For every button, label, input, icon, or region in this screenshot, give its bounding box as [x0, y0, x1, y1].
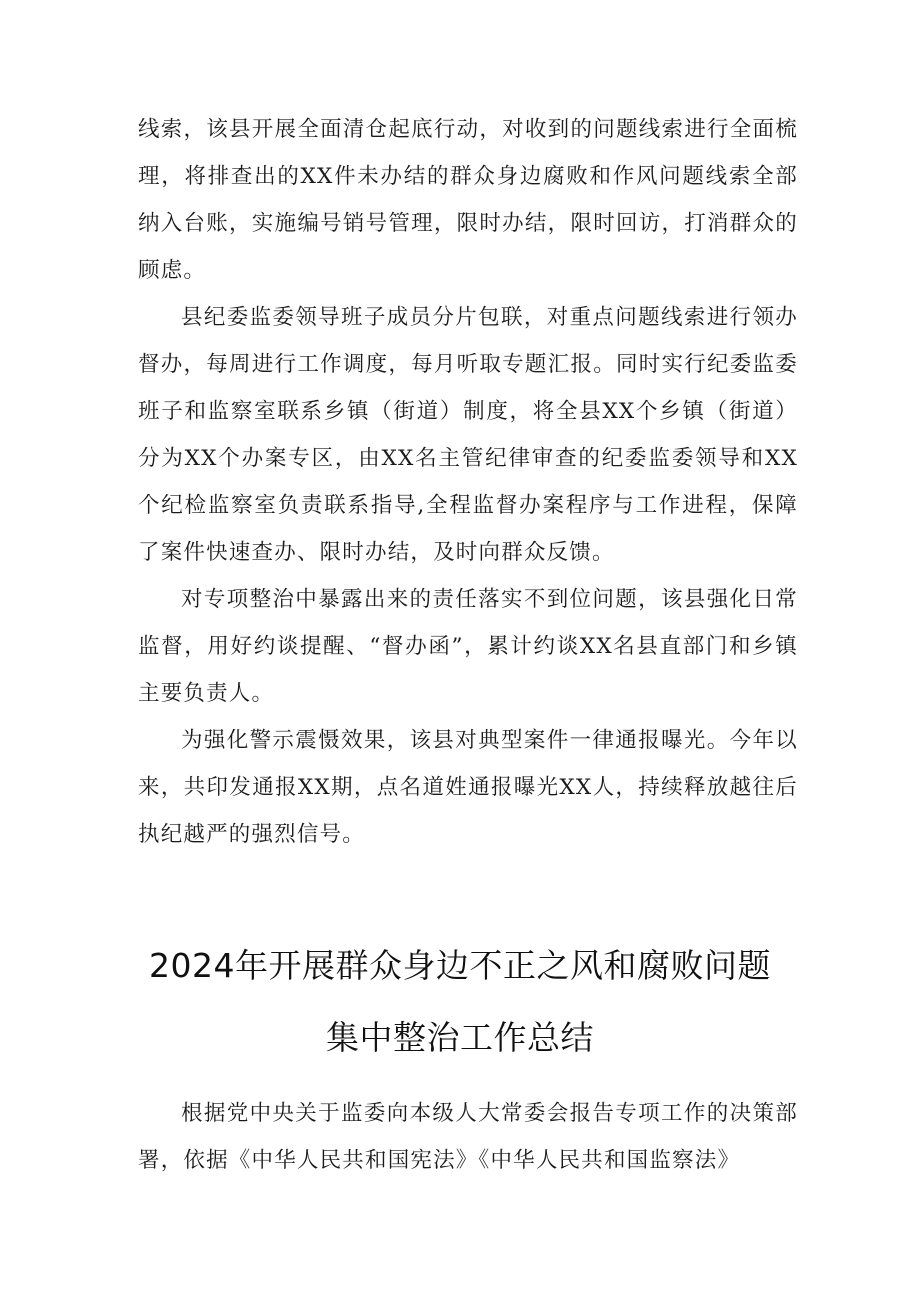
paragraph-3: 对专项整治中暴露出来的责任落实不到位问题，该县强化日常监督，用好约谈提醒、“督办函”，累计约谈XX名县直部门和乡镇主要负责人。	[138, 587, 798, 706]
body-section-2	[138, 1090, 798, 1184]
document-title-line-1: 2024年开展群众身边不正之风和腐败问题	[149, 946, 771, 985]
document-title-line-2: 集中整治工作总结	[326, 1018, 594, 1057]
paragraph-5: 根据党中央关于监委向本级人大常委会报告专项工作的决策部署，依据《中华人民共和国宪法》《中华人民共和国监察法》	[138, 1101, 798, 1173]
body-section-1	[138, 106, 798, 858]
paragraph-4: 为强化警示震慑效果，该县对典型案件一律通报曝光。今年以来，共印发通报XX期，点名道姓通报曝光XX人，持续释放越往后执纪越严的强烈信号。	[138, 728, 798, 847]
paragraph-2: 县纪委监委领导班子成员分片包联，对重点问题线索进行领办督办，每周进行工作调度，每月听取专题汇报。同时实行纪委监委班子和监察室联系乡镇（街道）制度，将全县XX个乡镇（街道）分为XX个办案专区，由XX名主管纪律审查的纪委监委领导和XX个纪检监察室负责联系指导,全程监督办案程序与工作进程，保障了案件快速查办、限时办结，及时向群众反馈。	[138, 305, 798, 565]
paragraph-1: 线索，该县开展全面清仓起底行动，对收到的问题线索进行全面梳理，将排查出的XX件未办结的群众身边腐败和作风问题线索全部纳入台账，实施编号销号管理，限时办结，限时回访，打消群众的顾虑。	[138, 117, 798, 283]
